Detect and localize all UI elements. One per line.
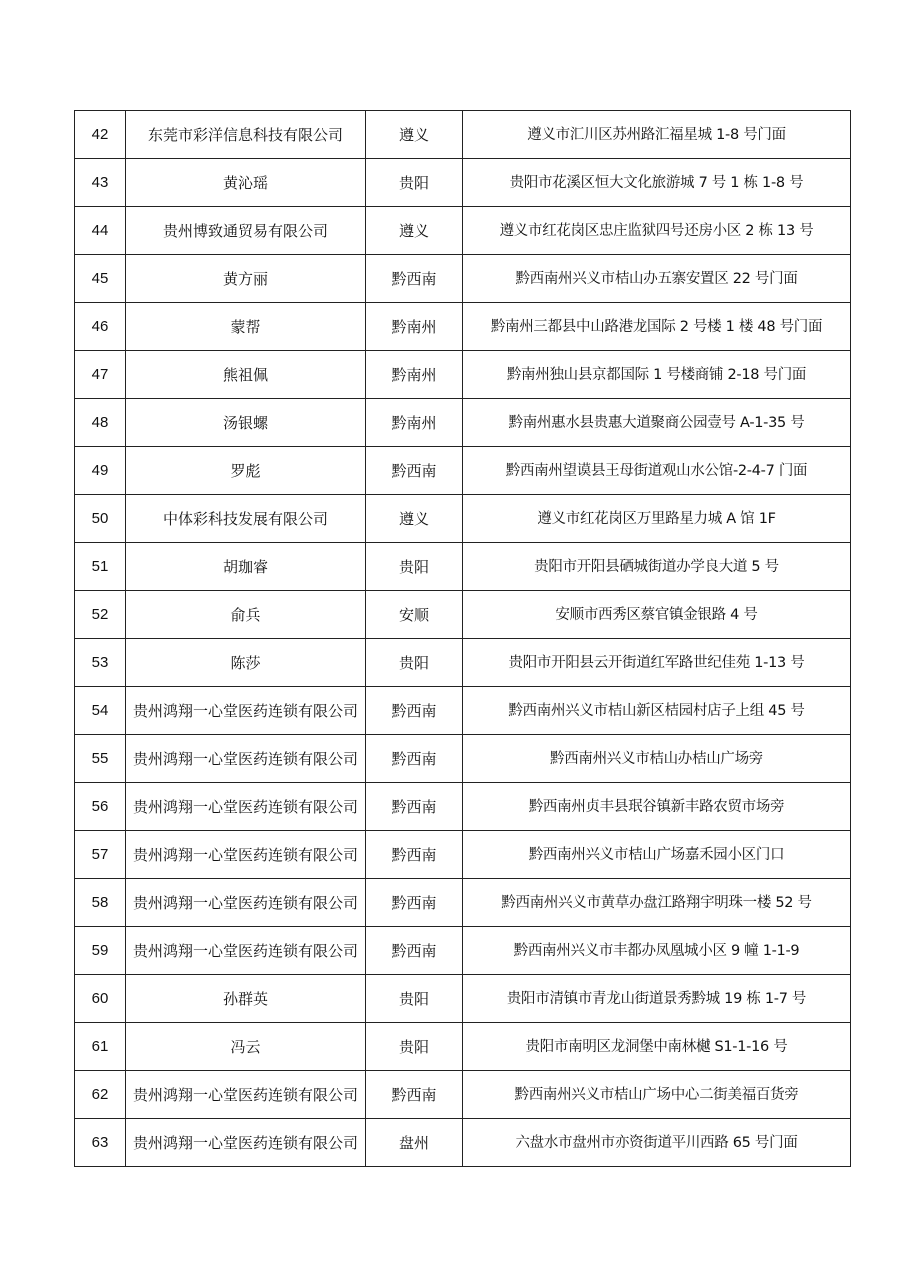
address: 遵义市红花岗区忠庄监狱四号还房小区 2 栋 13 号 bbox=[463, 207, 851, 255]
outlet-name: 熊祖佩 bbox=[126, 351, 366, 399]
table-row bbox=[75, 399, 851, 447]
address: 黔西南州兴义市桔山广场中心二街美福百货旁 bbox=[463, 1071, 851, 1119]
outlet-name: 汤银螺 bbox=[126, 399, 366, 447]
address: 贵阳市开阳县云开街道红军路世纪佳苑 1-13 号 bbox=[463, 639, 851, 687]
table-row bbox=[75, 687, 851, 735]
outlet-name: 贵州鸿翔一心堂医药连锁有限公司 bbox=[126, 687, 366, 735]
address: 黔西南州兴义市黄草办盘江路翔宇明珠一楼 52 号 bbox=[463, 879, 851, 927]
region: 贵阳 bbox=[366, 1023, 463, 1071]
address: 黔南州三都县中山路港龙国际 2 号楼 1 楼 48 号门面 bbox=[463, 303, 851, 351]
address: 黔西南州望谟县王母街道观山水公馆-2-4-7 门面 bbox=[463, 447, 851, 495]
row-number: 45 bbox=[75, 255, 126, 303]
table-row bbox=[75, 879, 851, 927]
table-row bbox=[75, 591, 851, 639]
table-row bbox=[75, 639, 851, 687]
region: 遵义 bbox=[366, 111, 463, 159]
outlet-name: 孙群英 bbox=[126, 975, 366, 1023]
table-row bbox=[75, 831, 851, 879]
region: 黔西南 bbox=[366, 927, 463, 975]
table-row bbox=[75, 255, 851, 303]
outlet-name: 中体彩科技发展有限公司 bbox=[126, 495, 366, 543]
table-row bbox=[75, 1071, 851, 1119]
outlet-table bbox=[74, 110, 851, 1167]
region: 贵阳 bbox=[366, 159, 463, 207]
address: 遵义市汇川区苏州路汇福星城 1-8 号门面 bbox=[463, 111, 851, 159]
outlet-name: 俞兵 bbox=[126, 591, 366, 639]
address: 贵阳市花溪区恒大文化旅游城 7 号 1 栋 1-8 号 bbox=[463, 159, 851, 207]
outlet-table-body bbox=[75, 111, 851, 1167]
address: 贵阳市南明区龙洞堡中南林樾 S1-1-16 号 bbox=[463, 1023, 851, 1071]
outlet-name: 贵州博致通贸易有限公司 bbox=[126, 207, 366, 255]
table-row bbox=[75, 975, 851, 1023]
outlet-name: 陈莎 bbox=[126, 639, 366, 687]
row-number: 63 bbox=[75, 1119, 126, 1167]
address: 黔西南州兴义市丰都办凤凰城小区 9 幢 1-1-9 bbox=[463, 927, 851, 975]
outlet-name: 冯云 bbox=[126, 1023, 366, 1071]
region: 贵阳 bbox=[366, 639, 463, 687]
table-row bbox=[75, 543, 851, 591]
address: 贵阳市清镇市青龙山街道景秀黔城 19 栋 1-7 号 bbox=[463, 975, 851, 1023]
region: 安顺 bbox=[366, 591, 463, 639]
row-number: 57 bbox=[75, 831, 126, 879]
outlet-name: 贵州鸿翔一心堂医药连锁有限公司 bbox=[126, 927, 366, 975]
row-number: 51 bbox=[75, 543, 126, 591]
row-number: 42 bbox=[75, 111, 126, 159]
table-row bbox=[75, 159, 851, 207]
outlet-name: 贵州鸿翔一心堂医药连锁有限公司 bbox=[126, 1071, 366, 1119]
table-row bbox=[75, 111, 851, 159]
outlet-name: 蒙帮 bbox=[126, 303, 366, 351]
row-number: 58 bbox=[75, 879, 126, 927]
table-row bbox=[75, 735, 851, 783]
row-number: 60 bbox=[75, 975, 126, 1023]
row-number: 59 bbox=[75, 927, 126, 975]
region: 黔南州 bbox=[366, 351, 463, 399]
address: 黔西南州兴义市桔山办五寨安置区 22 号门面 bbox=[463, 255, 851, 303]
address: 黔西南州兴义市桔山新区桔园村店子上组 45 号 bbox=[463, 687, 851, 735]
region: 黔南州 bbox=[366, 303, 463, 351]
outlet-name: 贵州鸿翔一心堂医药连锁有限公司 bbox=[126, 783, 366, 831]
table-row bbox=[75, 447, 851, 495]
table-row bbox=[75, 783, 851, 831]
address: 安顺市西秀区蔡官镇金银路 4 号 bbox=[463, 591, 851, 639]
row-number: 53 bbox=[75, 639, 126, 687]
region: 盘州 bbox=[366, 1119, 463, 1167]
outlet-name: 贵州鸿翔一心堂医药连锁有限公司 bbox=[126, 735, 366, 783]
row-number: 50 bbox=[75, 495, 126, 543]
region: 贵阳 bbox=[366, 975, 463, 1023]
region: 黔西南 bbox=[366, 447, 463, 495]
row-number: 52 bbox=[75, 591, 126, 639]
region: 黔西南 bbox=[366, 735, 463, 783]
table-row bbox=[75, 927, 851, 975]
table-row bbox=[75, 207, 851, 255]
row-number: 61 bbox=[75, 1023, 126, 1071]
table-row bbox=[75, 351, 851, 399]
row-number: 62 bbox=[75, 1071, 126, 1119]
region: 黔南州 bbox=[366, 399, 463, 447]
row-number: 56 bbox=[75, 783, 126, 831]
address: 黔西南州兴义市桔山办桔山广场旁 bbox=[463, 735, 851, 783]
address: 遵义市红花岗区万里路星力城 A 馆 1F bbox=[463, 495, 851, 543]
region: 遵义 bbox=[366, 207, 463, 255]
address: 六盘水市盘州市亦资街道平川西路 65 号门面 bbox=[463, 1119, 851, 1167]
region: 黔西南 bbox=[366, 1071, 463, 1119]
outlet-name: 胡珈睿 bbox=[126, 543, 366, 591]
address: 黔南州惠水县贵惠大道聚商公园壹号 A-1-35 号 bbox=[463, 399, 851, 447]
row-number: 43 bbox=[75, 159, 126, 207]
outlet-name: 贵州鸿翔一心堂医药连锁有限公司 bbox=[126, 879, 366, 927]
row-number: 48 bbox=[75, 399, 126, 447]
table-row bbox=[75, 303, 851, 351]
address: 黔南州独山县京都国际 1 号楼商铺 2-18 号门面 bbox=[463, 351, 851, 399]
outlet-name: 黄沁瑶 bbox=[126, 159, 366, 207]
region: 黔西南 bbox=[366, 687, 463, 735]
region: 黔西南 bbox=[366, 255, 463, 303]
outlet-name: 罗彪 bbox=[126, 447, 366, 495]
address: 贵阳市开阳县硒城街道办学良大道 5 号 bbox=[463, 543, 851, 591]
table-row bbox=[75, 1119, 851, 1167]
row-number: 46 bbox=[75, 303, 126, 351]
region: 贵阳 bbox=[366, 543, 463, 591]
outlet-name: 黄方丽 bbox=[126, 255, 366, 303]
row-number: 49 bbox=[75, 447, 126, 495]
row-number: 55 bbox=[75, 735, 126, 783]
address: 黔西南州贞丰县珉谷镇新丰路农贸市场旁 bbox=[463, 783, 851, 831]
region: 遵义 bbox=[366, 495, 463, 543]
outlet-name: 贵州鸿翔一心堂医药连锁有限公司 bbox=[126, 831, 366, 879]
region: 黔西南 bbox=[366, 783, 463, 831]
address: 黔西南州兴义市桔山广场嘉禾园小区门口 bbox=[463, 831, 851, 879]
row-number: 54 bbox=[75, 687, 126, 735]
row-number: 47 bbox=[75, 351, 126, 399]
outlet-name: 东莞市彩洋信息科技有限公司 bbox=[126, 111, 366, 159]
table-row bbox=[75, 1023, 851, 1071]
row-number: 44 bbox=[75, 207, 126, 255]
outlet-name: 贵州鸿翔一心堂医药连锁有限公司 bbox=[126, 1119, 366, 1167]
region: 黔西南 bbox=[366, 879, 463, 927]
region: 黔西南 bbox=[366, 831, 463, 879]
table-row bbox=[75, 495, 851, 543]
